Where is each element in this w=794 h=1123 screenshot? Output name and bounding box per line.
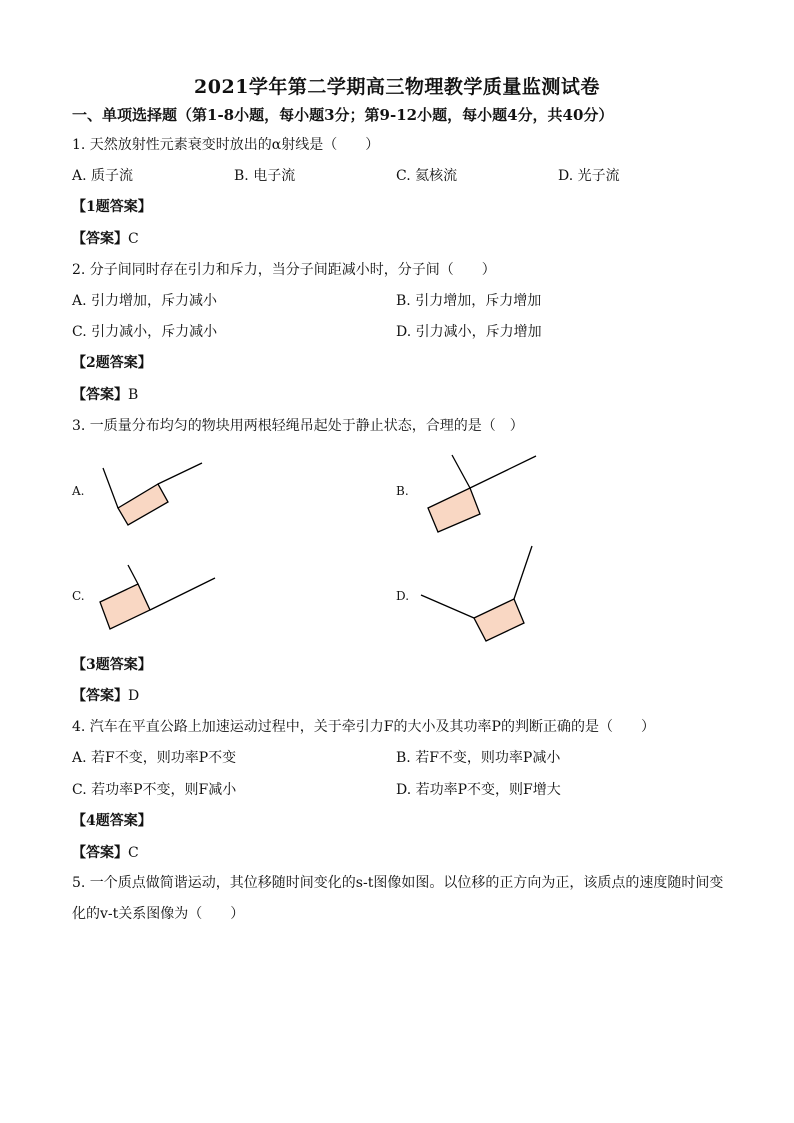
- figure-d-diagram: [418, 543, 536, 645]
- question-4-option-a: A. 若F不变，则功率P不变: [72, 750, 237, 766]
- rope-right: [514, 546, 532, 599]
- question-1-option-d: D. 光子流: [558, 168, 620, 184]
- figure-d-label: D.: [396, 589, 410, 603]
- question-4-option-b: B. 若F不变，则功率P减小: [396, 750, 561, 766]
- section-heading: 一、单项选择题（第1-8小题，每小题3分；第9-12小题，每小题4分，共40分）: [72, 106, 614, 124]
- question-4-answer-tag: 【4题答案】: [72, 813, 152, 829]
- figure-a-diagram: [100, 460, 210, 530]
- answer-label: 【答案】: [72, 845, 128, 861]
- question-5-stem-line-2: 化的v-t关系图像为（ ）: [72, 906, 245, 922]
- block: [118, 484, 168, 525]
- rope-left: [128, 565, 138, 584]
- figure-b-diagram: [424, 452, 540, 536]
- block: [474, 599, 524, 641]
- question-5-stem-line-1: 5. 一个质点做简谐运动，其位移随时间变化的s-t图像如图。以位移的正方向为正，该质点的速度随时间变: [72, 875, 724, 891]
- question-2-answer-tag: 【2题答案】: [72, 355, 152, 371]
- question-4-answer: [72, 842, 139, 862]
- question-2-option-b: B. 引力增加，斥力增加: [396, 293, 542, 309]
- question-1-stem: 1. 天然放射性元素衰变时放出的α射线是（ ）: [72, 137, 380, 153]
- question-1-option-a: A. 质子流: [72, 168, 134, 184]
- figure-b-label: B.: [396, 484, 409, 498]
- rope-left: [103, 468, 118, 508]
- question-1-option-c: C. 氦核流: [396, 168, 458, 184]
- question-3-answer-tag: 【3题答案】: [72, 657, 152, 673]
- block: [100, 584, 150, 629]
- figure-a-label: A.: [72, 484, 85, 498]
- question-1-answer-tag: 【1题答案】: [72, 199, 152, 215]
- question-4-stem: 4. 汽车在平直公路上加速运动过程中，关于牵引力F的大小及其功率P的判断正确的是（ ）: [72, 719, 655, 735]
- block: [428, 488, 480, 532]
- answer-label: 【答案】: [72, 387, 128, 403]
- question-2-option-a: A. 引力增加，斥力减小: [72, 293, 218, 309]
- exam-title: 2021学年第二学期高三物理教学质量监测试卷: [194, 76, 600, 98]
- answer-value: D: [128, 688, 140, 704]
- figure-c-diagram: [98, 562, 218, 632]
- answer-label: 【答案】: [72, 231, 128, 247]
- answer-label: 【答案】: [72, 688, 128, 704]
- question-2-answer: [72, 384, 138, 404]
- rope-left: [421, 595, 474, 618]
- question-2-stem: 2. 分子间同时存在引力和斥力，当分子间距减小时，分子间（ ）: [72, 262, 496, 278]
- question-4-option-d: D. 若功率P不变，则F增大: [396, 782, 561, 798]
- answer-value: C: [128, 845, 139, 861]
- question-2-option-c: C. 引力减小，斥力减小: [72, 324, 218, 340]
- rope-right: [158, 463, 202, 484]
- figure-c-label: C.: [72, 589, 85, 603]
- rope-left: [452, 455, 470, 488]
- rope-right: [470, 456, 536, 488]
- answer-value: B: [128, 387, 139, 403]
- question-1-option-b: B. 电子流: [234, 168, 296, 184]
- rope-right: [150, 578, 215, 610]
- question-3-answer: [72, 685, 139, 705]
- question-1-answer: [72, 228, 139, 248]
- question-2-option-d: D. 引力减小，斥力增加: [396, 324, 542, 340]
- question-3-stem: 3. 一质量分布均匀的物块用两根轻绳吊起处于静止状态，合理的是（ ）: [72, 418, 524, 434]
- question-4-option-c: C. 若功率P不变，则F减小: [72, 782, 237, 798]
- answer-value: C: [128, 231, 139, 247]
